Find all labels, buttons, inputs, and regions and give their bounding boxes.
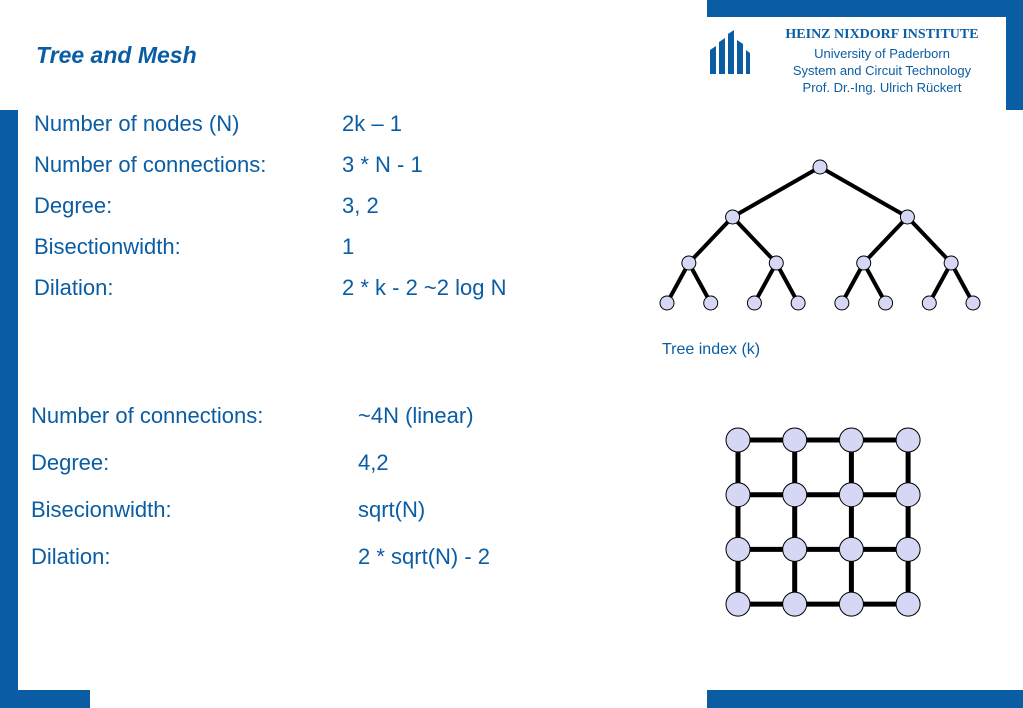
bottom-rule [707, 690, 1023, 691]
institute-department: System and Circuit Technology [792, 63, 972, 78]
tree-node [922, 296, 936, 310]
mesh-prop-value: 2 * sqrt(N) - 2 [358, 544, 491, 569]
slide-title: Tree and Mesh [36, 42, 197, 68]
mesh-node [839, 537, 863, 561]
tree-node [966, 296, 980, 310]
mesh-diagram [720, 422, 926, 622]
tree-node [879, 296, 893, 310]
tree-node [726, 210, 740, 224]
mesh-prop-label: Dilation: [31, 544, 111, 569]
tree-node [944, 256, 958, 270]
tree-node [835, 296, 849, 310]
mesh-prop-label: Degree: [31, 450, 110, 475]
tree-node [747, 296, 761, 310]
tree-edge [733, 217, 777, 263]
page-number: 16 [1004, 693, 1015, 703]
tree-edge [864, 217, 908, 263]
mesh-prop-label: Number of connections: [31, 403, 264, 428]
tree-node [769, 256, 783, 270]
mesh-node [839, 483, 863, 507]
institute-name: HEINZ NIXDORF INSTITUTE [785, 27, 979, 42]
mesh-node [783, 592, 807, 616]
tree-edge [733, 167, 820, 217]
tree-node [857, 256, 871, 270]
mesh-prop-value: ~4N (linear) [358, 403, 474, 428]
mesh-node [896, 592, 920, 616]
left-accent-bar [0, 110, 18, 708]
mesh-node [783, 428, 807, 452]
tree-node [704, 296, 718, 310]
mesh-node [726, 537, 750, 561]
tree-prop-value: 3 * N - 1 [342, 152, 423, 177]
tree-prop-label: Degree: [34, 193, 113, 218]
mesh-node [839, 592, 863, 616]
tree-prop-label: Number of nodes (N) [34, 111, 240, 136]
mesh-prop-label: Bisecionwidth: [31, 497, 172, 522]
tree-edge [820, 167, 907, 217]
institute-university: University of Paderborn [814, 46, 950, 61]
tree-node [813, 160, 827, 174]
mesh-node [839, 428, 863, 452]
tree-prop-label: Bisectionwidth: [34, 234, 181, 259]
mesh-node [726, 428, 750, 452]
mesh-node [783, 537, 807, 561]
tree-prop-value: 3, 2 [342, 193, 379, 218]
tree-prop-value: 1 [342, 234, 355, 259]
mesh-node [896, 483, 920, 507]
tree-caption: Tree index (k) [662, 341, 761, 358]
tree-node [682, 256, 696, 270]
mesh-node [726, 592, 750, 616]
mesh-node [726, 483, 750, 507]
tree-prop-value: 2 * k - 2 ~2 log N [342, 275, 507, 300]
institute-professor: Prof. Dr.-Ing. Ulrich Rückert [802, 80, 962, 95]
mesh-node [896, 537, 920, 561]
mesh-node [783, 483, 807, 507]
tree-edge [689, 217, 733, 263]
tree-edge [907, 217, 951, 263]
tree-prop-value: 2k – 1 [342, 111, 402, 136]
binary-tree-diagram [650, 155, 990, 315]
tree-node [900, 210, 914, 224]
mesh-prop-value: sqrt(N) [358, 497, 426, 522]
tree-node [791, 296, 805, 310]
bottom-bar-gap [90, 690, 707, 708]
tree-prop-label: Number of connections: [34, 152, 267, 177]
tree-prop-label: Dilation: [34, 275, 114, 300]
mesh-node [896, 428, 920, 452]
mesh-prop-value: 4,2 [358, 450, 389, 475]
institute-logo-icon [710, 28, 750, 74]
tree-node [660, 296, 674, 310]
